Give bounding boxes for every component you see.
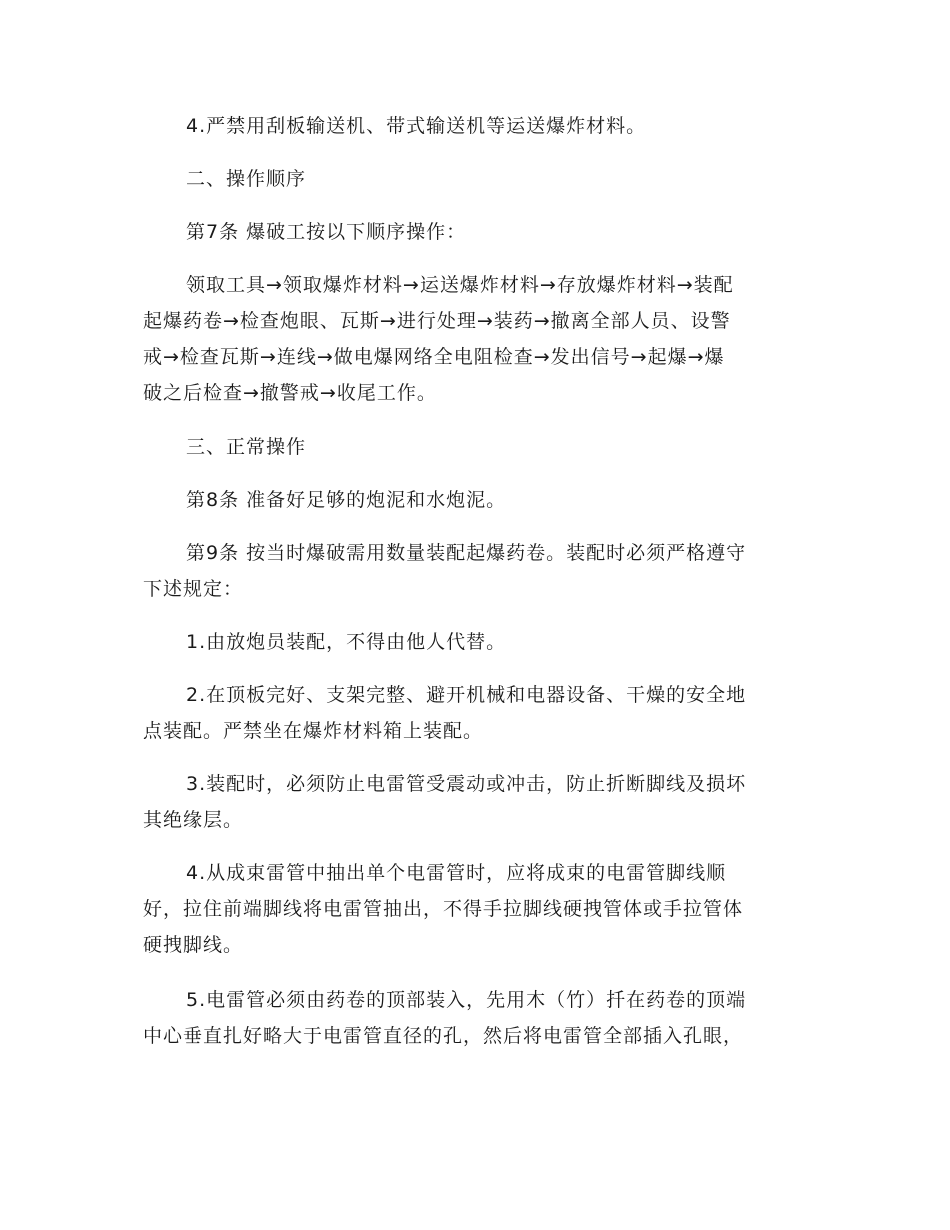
- text-line: 戒→检查瓦斯→连线→做电爆网络全电阻检查→发出信号→起爆→爆: [143, 346, 725, 368]
- text-line: 二、操作顺序: [186, 168, 307, 190]
- text-line: 好，拉住前端脚线将电雷管抽出，不得手拉脚线硬拽管体或手拉管体: [143, 898, 744, 920]
- rule-2: [143, 677, 798, 749]
- text-line: 4.严禁用刮板输送机、带式输送机等运送爆炸材料。: [186, 115, 647, 137]
- article-7-heading: [143, 214, 798, 250]
- article-8: [143, 482, 798, 518]
- rule-1: [143, 624, 798, 660]
- text-line: 硬拽脚线。: [143, 934, 244, 956]
- text-line: 1.由放炮员装配，不得由他人代替。: [186, 631, 507, 653]
- text-line: 3.装配时，必须防止电雷管受震动或冲击，防止折断脚线及损坏: [186, 773, 747, 795]
- text-line: 2.在顶板完好、支架完整、避开机械和电器设备、干燥的安全地: [186, 684, 747, 706]
- rule-5: [143, 982, 798, 1054]
- text-line: 第9条 按当时爆破需用数量装配起爆药卷。装配时必须严格遵守: [186, 542, 747, 564]
- text-line: 5.电雷管必须由药卷的顶部装入，先用木（竹）扦在药卷的顶端: [186, 989, 747, 1011]
- article-9: [143, 535, 798, 607]
- section-heading-normal-operation: [143, 429, 798, 465]
- rule-3: [143, 766, 798, 838]
- text-line: 4.从成束雷管中抽出单个电雷管时，应将成束的电雷管脚线顺: [186, 862, 727, 884]
- text-line: 点装配。严禁坐在爆炸材料箱上装配。: [143, 720, 484, 742]
- text-line: 三、正常操作: [186, 436, 307, 458]
- paragraph-operation-flow: [143, 267, 798, 411]
- rule-4: [143, 855, 798, 963]
- text-line: 中心垂直扎好略大于电雷管直径的孔，然后将电雷管全部插入孔眼，: [143, 1025, 744, 1047]
- text-line: 第7条 爆破工按以下顺序操作：: [186, 221, 467, 243]
- text-line: 下述规定：: [143, 578, 244, 600]
- section-heading-operation-sequence: [143, 161, 798, 197]
- text-line: 破之后检查→撤警戒→收尾工作。: [143, 382, 437, 404]
- text-line: 第8条 准备好足够的炮泥和水炮泥。: [186, 489, 507, 511]
- text-line: 起爆药卷→检查炮眼、瓦斯→进行处理→装药→撤离全部人员、设警: [143, 310, 731, 332]
- text-line: 领取工具→领取爆炸材料→运送爆炸材料→存放爆炸材料→装配: [186, 274, 734, 296]
- text-line: 其绝缘层。: [143, 809, 244, 831]
- paragraph-rule-4-transport: [143, 108, 798, 144]
